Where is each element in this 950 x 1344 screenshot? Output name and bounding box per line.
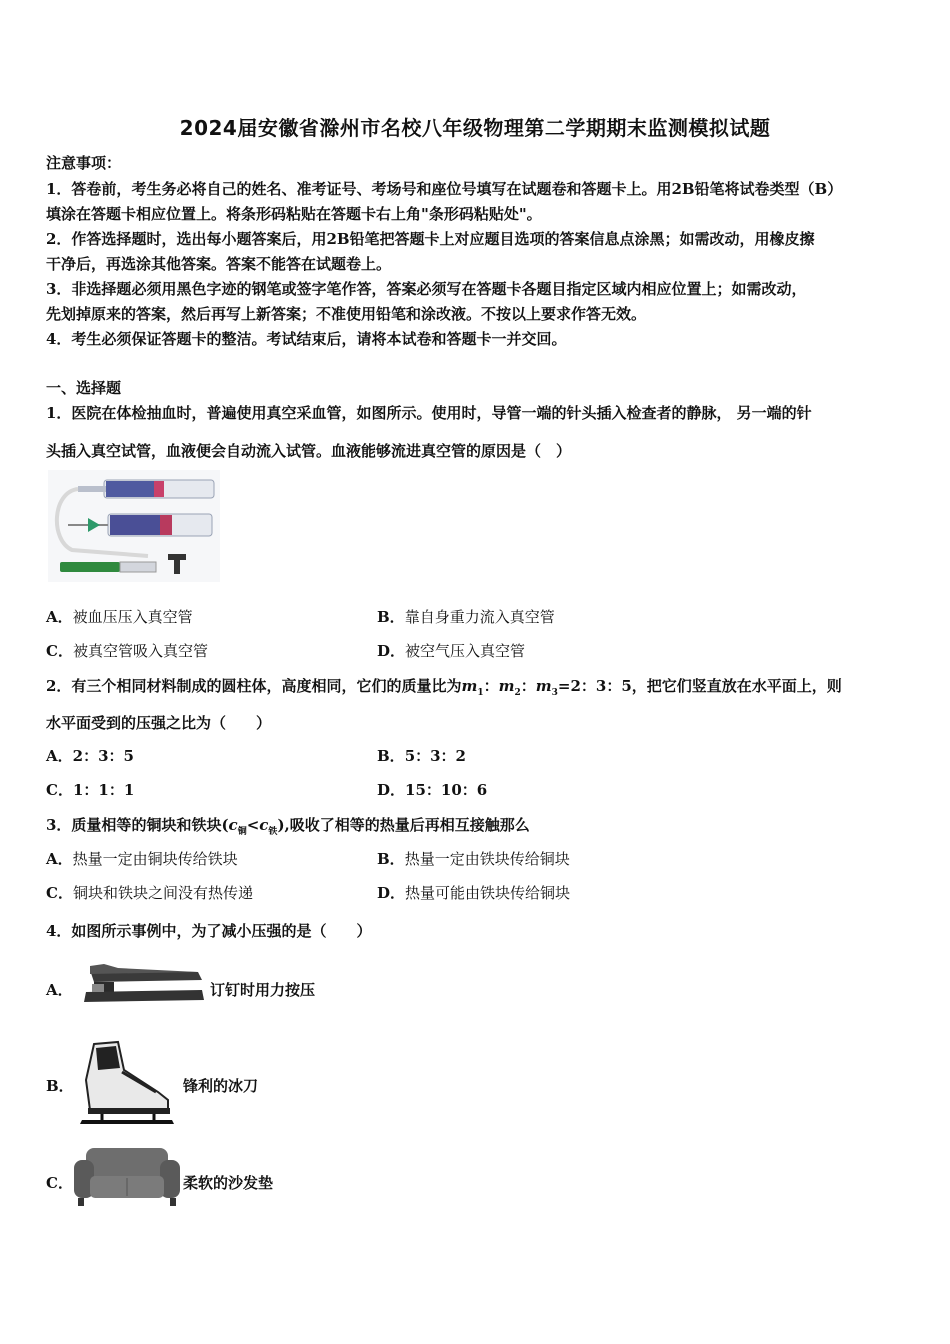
option-text: 热量可能由铁块传给铜块 <box>405 884 571 902</box>
option-label: D． <box>377 884 406 902</box>
subscript: 铜 <box>237 827 247 837</box>
notice-line: 填涂在答题卡相应位置上。将条形码粘贴在答题卡右上角"条形码粘贴处"。 <box>46 205 542 223</box>
q3-option-d[interactable] <box>377 882 570 903</box>
heat-capacity-symbol: c <box>259 816 269 834</box>
q4-stem: 4．如图所示事例中，为了减小压强的是（ ） <box>46 922 372 940</box>
notice-heading: 注意事项： <box>46 154 122 172</box>
mass-symbol: m <box>498 677 515 695</box>
option-text: 热量一定由铜块传给铁块 <box>72 850 238 868</box>
notice-line: 2．作答选择题时，选出每小题答案后，用2B铅笔把答题卡上对应题目选项的答案信息点涂黑；如需改动，用橡皮擦 <box>46 230 815 248</box>
option-text: 被真空管吸入真空管 <box>72 642 208 660</box>
option-text: 1：1：1 <box>72 781 135 799</box>
option-text: 被血压压入真空管 <box>72 608 193 626</box>
notice-line: 1．答卷前，考生务必将自己的姓名、准考证号、考场号和座位号填写在试题卷和答题卡上。用2B铅笔将试卷类型（B） <box>46 180 843 198</box>
option-label: C． <box>46 781 73 799</box>
q2-option-d[interactable] <box>377 779 487 800</box>
q2-stem-line2: 水平面受到的压强之比为（ ） <box>46 714 272 732</box>
option-text: 被空气压入真空管 <box>405 642 526 660</box>
colon: ： <box>483 677 499 695</box>
q3-stem-text: 3．质量相等的铜块和铁块( <box>46 816 229 834</box>
q1-option-d[interactable] <box>377 640 525 661</box>
mass-symbol: m <box>535 677 552 695</box>
q1-option-c[interactable] <box>46 640 208 661</box>
q2-stem-text: 2．有三个相同材料制成的圆柱体，高度相同，它们的质量比为 <box>46 677 462 695</box>
q4-option-c-label[interactable]: C． <box>46 1174 73 1192</box>
subscript: 铁 <box>268 827 278 837</box>
option-label: A． <box>46 608 73 626</box>
q2-option-c[interactable] <box>46 779 134 800</box>
subscript: 3 <box>551 688 558 698</box>
q3-stem-text: ),吸收了相等的热量后再相互接触那么 <box>277 816 530 834</box>
option-label: B． <box>377 850 405 868</box>
notice-line: 干净后，再选涂其他答案。答案不能答在试题卷上。 <box>46 255 392 273</box>
option-text: 靠自身重力流入真空管 <box>404 608 555 626</box>
mass-symbol: m <box>461 677 478 695</box>
option-label: A． <box>46 747 73 765</box>
q1-stem-line2: 头插入真空试管，血液便会自动流入试管。血液能够流进真空管的原因是（ ） <box>46 442 572 460</box>
q2-ratio-text: =2：3：5，把它们竖直放在水平面上，则 <box>557 677 842 695</box>
q1-option-a[interactable] <box>46 606 193 627</box>
q4-option-a-text: 订钉时用力按压 <box>210 981 316 999</box>
stapler-image <box>78 960 206 1010</box>
notice-line: 先划掉原来的答案，然后再写上新答案；不准使用铅笔和涂改液。不按以上要求作答无效。 <box>46 305 647 323</box>
section-heading: 一、选择题 <box>46 379 122 397</box>
q4-option-c-text: 柔软的沙发垫 <box>183 1174 274 1192</box>
q1-stem-line1: 1．医院在体检抽血时，普遍使用真空采血管，如图所示。使用时，导管一端的针头插入检查者的静脉， 另一端的针 <box>46 404 812 422</box>
q3-option-c[interactable] <box>46 882 253 903</box>
option-label: D． <box>377 781 406 799</box>
option-label: C． <box>46 642 73 660</box>
option-text: 热量一定由铁块传给铜块 <box>404 850 570 868</box>
less-than: < <box>246 816 260 834</box>
q2-stem-line1 <box>46 675 842 698</box>
subscript: 1 <box>477 688 484 698</box>
subscript: 2 <box>514 688 521 698</box>
q1-option-b[interactable] <box>377 606 555 627</box>
notice-line: 3．非选择题必须用黑色字迹的钢笔或签字笔作答，答案必须写在答题卡各题目指定区域内相应位置上；如需改动， <box>46 280 807 298</box>
q3-stem <box>46 814 530 837</box>
q2-option-b[interactable] <box>377 745 466 766</box>
q3-option-a[interactable] <box>46 848 238 869</box>
q4-option-b-text: 锋利的冰刀 <box>183 1077 259 1095</box>
q4-option-b-label[interactable]: B． <box>46 1077 74 1095</box>
notice-line: 4．考生必须保证答题卡的整洁。考试结束后，请将本试卷和答题卡一并交回。 <box>46 330 567 348</box>
option-label: A． <box>46 850 73 868</box>
sofa-image <box>72 1146 182 1208</box>
q4-option-a-label[interactable]: A． <box>46 981 73 999</box>
option-label: D． <box>377 642 406 660</box>
heat-capacity-symbol: c <box>228 816 238 834</box>
option-label: B． <box>377 608 405 626</box>
q3-option-b[interactable] <box>377 848 570 869</box>
blood-collection-tube-image <box>48 470 220 582</box>
page-title: 2024届安徽省滁州市名校八年级物理第二学期期末监测模拟试题 <box>179 116 771 140</box>
option-text: 15：10：6 <box>405 781 488 799</box>
option-text: 2：3：5 <box>72 747 134 765</box>
option-text: 5：3：2 <box>404 747 466 765</box>
q2-option-a[interactable] <box>46 745 134 766</box>
ice-skate-image <box>78 1040 176 1128</box>
option-label: C． <box>46 884 73 902</box>
option-text: 铜块和铁块之间没有热传递 <box>72 884 253 902</box>
option-label: B． <box>377 747 405 765</box>
colon: ： <box>520 677 536 695</box>
